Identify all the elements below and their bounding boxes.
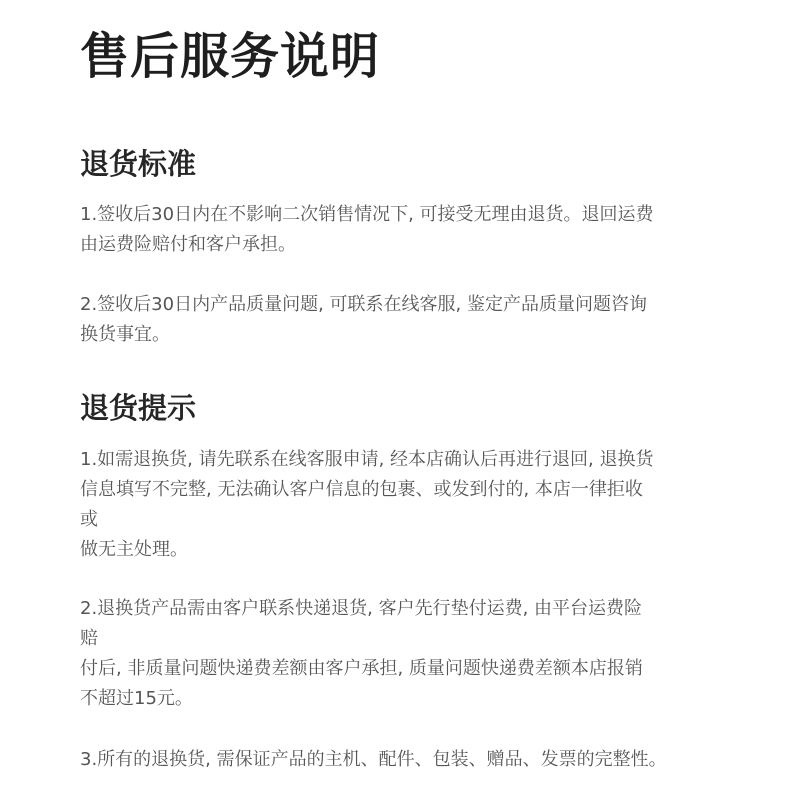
text-line: 3.所有的退换货, 需保证产品的主机、配件、包装、赠品、发票的完整性。 bbox=[80, 749, 667, 770]
text-line: 2.签收后30日内产品质量问题, 可联系在线客服, 鉴定产品质量问题咨询 bbox=[80, 294, 647, 315]
section-heading-return-tips: 退货提示 bbox=[80, 391, 197, 425]
section-heading-return-standard: 退货标准 bbox=[80, 147, 197, 181]
return-standard-item-1 bbox=[80, 200, 654, 260]
return-tips-item-3 bbox=[80, 745, 667, 775]
text-line: 换货事宜。 bbox=[80, 324, 170, 345]
page-title: 售后服务说明 bbox=[80, 28, 381, 85]
return-standard-item-2 bbox=[80, 290, 647, 350]
text-line: 由运费险赔付和客户承担。 bbox=[80, 234, 296, 255]
text-line: 2.退换货产品需由客户联系快递退货, 客户先行垫付运费, 由平台运费险 bbox=[80, 598, 643, 619]
text-line: 1.签收后30日内在不影响二次销售情况下, 可接受无理由退货。退回运费 bbox=[80, 204, 654, 225]
return-tips-item-2 bbox=[80, 594, 643, 714]
text-line: 赔 bbox=[80, 628, 98, 649]
text-line: 做无主处理。 bbox=[80, 539, 188, 560]
text-line: 信息填写不完整, 无法确认客户信息的包裹、或发到付的, 本店一律拒收 bbox=[80, 479, 643, 500]
text-line: 或 bbox=[80, 509, 98, 530]
text-line: 付后, 非质量问题快递费差额由客户承担, 质量问题快递费差额本店报销 bbox=[80, 658, 643, 679]
text-line: 不超过15元。 bbox=[80, 688, 193, 709]
return-tips-item-1 bbox=[80, 445, 654, 565]
text-line: 1.如需退换货, 请先联系在线客服申请, 经本店确认后再进行退回, 退换货 bbox=[80, 449, 654, 470]
